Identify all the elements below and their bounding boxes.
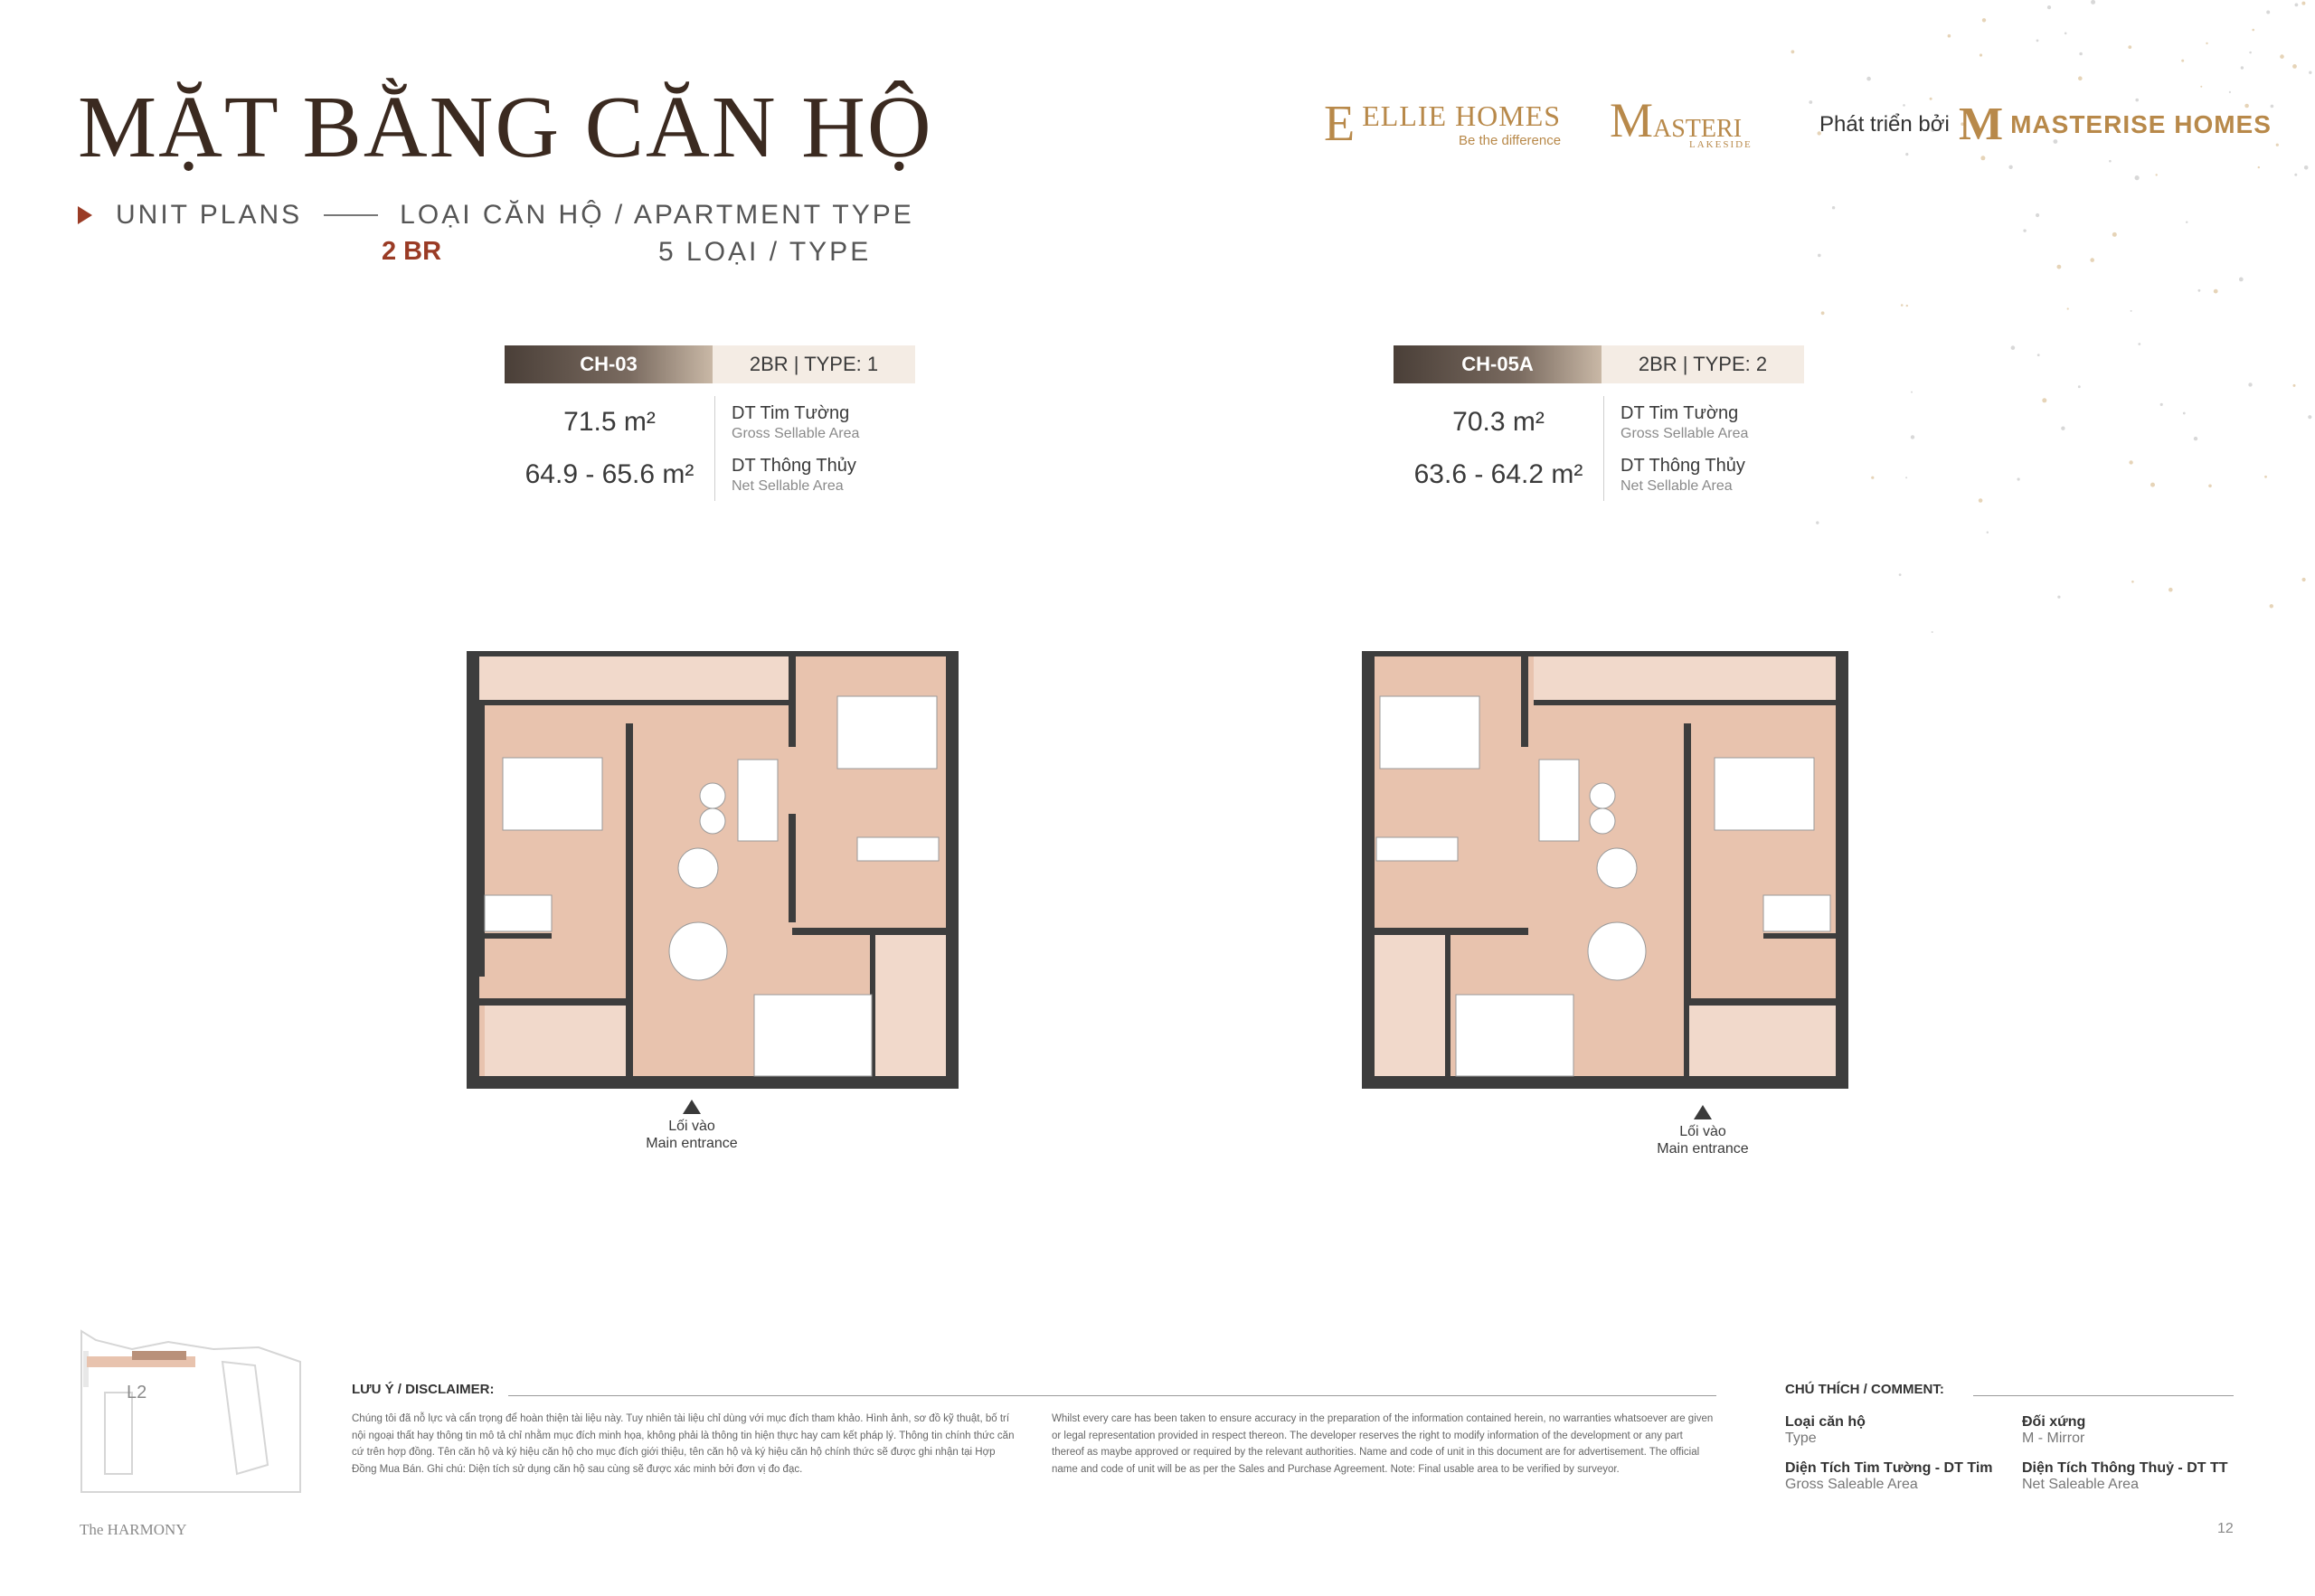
masteri-lakeside-logo [1610,92,1753,150]
entrance-arrow-icon [683,1100,701,1114]
entrance-label-vi: Lối vào [668,1119,715,1134]
main-entrance-ch-03 [633,1100,751,1152]
decorative-dot [2160,403,2163,406]
decorative-dot [2293,384,2296,387]
decorative-dot [2036,40,2039,42]
decorative-dot [1866,77,1871,81]
comment-title: CHÚ THÍCH / COMMENT: [1785,1382,1944,1397]
decorative-dot [1901,304,1904,307]
decorative-dot [2276,144,2279,146]
ellie-logo-name: ELLIE HOMES [1362,99,1562,132]
decorative-dot [2128,45,2131,49]
decorative-dot [1903,104,1905,107]
gross-label-vi: DT Tim Tường [1620,402,1739,423]
key-plan-drawing [81,1331,300,1492]
decorative-dot [2186,222,2187,223]
masteri-logo-mark: M [1610,93,1654,147]
decorative-dot [2091,0,2095,5]
decorative-dot [2011,345,2016,350]
decorative-dot [2079,52,2083,56]
divider-dash [324,214,378,216]
decorative-dot [2295,4,2299,7]
decorative-dot [1818,254,1821,258]
page-title: MẶT BẰNG CĂN HỘ [78,79,933,176]
key-plan-level: L2 [127,1383,147,1402]
decorative-dot-pattern [1772,0,2315,633]
type-count: 5 LOẠI / TYPE [658,237,872,267]
decorative-dot [2057,265,2062,269]
subtitle-row [78,197,914,233]
decorative-dot [2138,343,2140,345]
decorative-dot [2214,289,2218,294]
unit-type: 2BR | TYPE: 1 [713,345,915,383]
decorative-dot [2301,2,2305,5]
decorative-dot [1979,498,1983,503]
unit-type: 2BR | TYPE: 2 [1602,345,1804,383]
floor-plan-ch-05a [1362,651,1848,1089]
decorative-dot [1821,311,1825,315]
ellie-logo-mark: E [1324,96,1356,152]
decorative-dot [2135,175,2140,180]
decorative-dot [2061,427,2065,430]
decorative-dot [1871,477,1874,479]
entrance-arrow-icon [1694,1105,1712,1119]
decorative-dot [1905,477,1907,478]
decorative-dot [2304,165,2309,170]
decorative-dot [2078,385,2081,388]
decorative-dot [2208,485,2212,488]
comment-item-value: Gross Saleable Area [1785,1477,1918,1492]
unit-code: CH-03 [505,345,713,383]
decorative-dot [1791,50,1795,53]
decorative-dot [1982,18,1986,22]
decorative-dot [2065,33,2067,35]
comment-item-value: Type [1785,1431,1817,1446]
decorative-dot [2156,174,2158,175]
comment-item-value: Net Saleable Area [2022,1477,2139,1492]
decorative-dot [1911,392,1913,393]
masteri-logo-sub: LAKESIDE [1689,139,1753,150]
page-number: 12 [2217,1521,2234,1536]
comment-item-gross [1785,1460,1992,1493]
decorative-dot [2264,476,2267,478]
decorative-dot [1911,435,1914,439]
comment-item-value: M - Mirror [2022,1431,2085,1446]
decorative-dot [2302,578,2306,581]
decorative-dot [2131,581,2134,583]
bedroom-type: 2 BR [382,237,442,266]
decorative-dot [2150,483,2155,487]
unit-info-ch-05a [1394,345,1804,501]
decorative-dot [2292,64,2297,69]
decorative-dot [1932,631,1933,633]
decorative-dot [2239,278,2244,282]
floor-plan-ch-03 [467,651,959,1089]
decorative-dot [2249,52,2252,54]
decorative-dot [2109,160,2112,163]
masterise-logo-mark: M [1959,99,2004,150]
gross-area-value: 71.5 m² [563,407,656,437]
ellie-logo-tagline: Be the difference [1458,133,1562,148]
decorative-dot [1905,153,1908,156]
disclaimer-text-vi: Chúng tôi đã nỗ lực và cẩn trọng để hoàn thiện tài liệu này. Tuy nhiên tài liệu chỉ dùng với mục đích tham khảo. Hình ảnh, sơ đồ kỹ thuật, bố trí nội ngoại thất hay thông tin mô tả chỉ nhằm mục đích minh họa, không phải là thông tin hiện thực hay cam kết pháp lý. Thông tin chính thức căn cứ trên hợp đồng. Tên căn hộ và ký hiệu căn hộ cho mục đích giới thiệu, tên căn hộ và ký hiệu căn hộ chính thức sẽ được ghi nhận tại Hợp Đồng Mua Bán. Ghi chú: Diện tích sử dụng căn hộ sau cùng sẽ được xác minh bởi đơn vị đo đạc. [352,1413,1015,1475]
decorative-dot [2194,437,2197,440]
unit-code: CH-05A [1394,345,1602,383]
decorative-dot [2023,229,2026,231]
decorative-dot [2198,289,2201,292]
decorative-dot [2206,42,2207,44]
decorative-dot [2294,174,2297,176]
net-label-vi: DT Thông Thủy [732,455,856,476]
decorative-dot [1948,34,1951,38]
comment-divider [1973,1395,2234,1396]
decorative-dot [2200,86,2202,88]
key-plan [78,1329,304,1501]
comment-item-label: Loại căn hộ [1785,1414,1866,1430]
triangle-bullet-icon [78,206,92,224]
decorative-dot [2047,5,2051,9]
key-plan-highlight-dark [132,1351,186,1360]
comment-item-label: Diện Tích Thông Thuỷ - DT TT [2022,1460,2228,1476]
comment-item-label: Đối xứng [2022,1414,2086,1430]
decorative-dot [1816,521,1819,524]
entrance-label-en: Main entrance [1657,1141,1749,1157]
decorative-dot [2057,596,2060,599]
apartment-type-label: LOẠI CĂN HỘ / APARTMENT TYPE [400,200,914,230]
comment-item-mirror [2022,1414,2085,1447]
decorative-dot [2008,165,2012,169]
gross-label-vi: DT Tim Tường [732,402,850,423]
decorative-dot [2309,71,2311,74]
developed-by-label: Phát triển bởi [1819,112,1950,137]
decorative-dot [1987,532,1989,534]
decorative-dot [2270,604,2273,608]
ellie-homes-logo [1324,95,1561,153]
floor-plan-drawing [467,651,959,1089]
decorative-dot [2266,11,2270,14]
decorative-dot [2090,258,2094,262]
masterise-homes-logo [1959,98,2272,151]
decorative-dot [1832,206,1835,209]
gross-area-value: 70.3 m² [1452,407,1545,437]
decorative-dot [2241,66,2244,69]
decorative-dot [2042,398,2046,402]
disclaimer-text-en: Whilst every care has been taken to ensure accuracy in the preparation of the information contained herein, no warranties whatsoever are given or legal representation provided in respect thereon. The developer reserves the right to modify information of the development or any part thereof as maybe approved or required by the relevant authorities. Name and code of unit in this document are for advertisement. The official name and code of unit will be as per the Sales and Purchase Agreement. Note: Final usable area to be verified by surveyor. [1052,1413,1714,1475]
net-label-en: Net Sellable Area [1620,477,1733,494]
decorative-dot [1899,573,1902,576]
disclaimer-divider [508,1395,1716,1396]
decorative-dot [2169,588,2173,592]
decorative-dot [2037,354,2040,356]
floor-plan-drawing [1362,651,1848,1089]
decorative-dot [2129,460,2132,464]
gross-label-en: Gross Sellable Area [1620,425,1749,441]
main-entrance-ch-05a [1644,1105,1762,1157]
decorative-dot [2078,76,2083,80]
project-name: The HARMONY [80,1521,187,1538]
net-area-value: 64.9 - 65.6 m² [524,459,694,489]
decorative-dot [1809,100,1812,104]
decorative-dot [2280,54,2284,59]
decorative-dot [2183,412,2186,415]
decorative-dot [2258,166,2260,168]
net-area-value: 63.6 - 64.2 m² [1413,459,1583,489]
gross-label-en: Gross Sellable Area [732,425,860,441]
decorative-dot [2308,415,2311,419]
decorative-dot [2036,213,2039,217]
net-label-vi: DT Thông Thủy [1620,455,1745,476]
decorative-dot [2017,477,2020,480]
entrance-label-en: Main entrance [646,1136,738,1151]
net-label-en: Net Sellable Area [732,477,844,494]
decorative-dot [1930,98,1932,100]
entrance-label-vi: Lối vào [1679,1124,1726,1139]
masteri-logo-name: ASTERI [1653,115,1743,143]
unit-plans-label: UNIT PLANS [116,200,303,230]
decorative-dot [1906,305,1908,307]
decorative-dot [2112,232,2117,237]
masterise-logo-name: MASTERISE HOMES [2010,109,2272,138]
decorative-dot [2229,91,2231,93]
disclaimer-title: LƯU Ý / DISCLAIMER: [352,1382,495,1397]
decorative-dot [2252,29,2254,32]
decorative-dot [1980,156,1985,160]
decorative-dot [2181,60,2184,62]
decorative-dot [1980,53,1982,56]
comment-item-label: Diện Tích Tim Tường - DT Tim [1785,1460,1993,1476]
decorative-dot [2248,382,2252,386]
decorative-dot [2131,310,2132,312]
comment-item-net [2022,1460,2228,1493]
decorative-dot [2067,307,2069,309]
comment-item-type [1785,1414,1866,1447]
unit-info-ch-03 [505,345,915,501]
